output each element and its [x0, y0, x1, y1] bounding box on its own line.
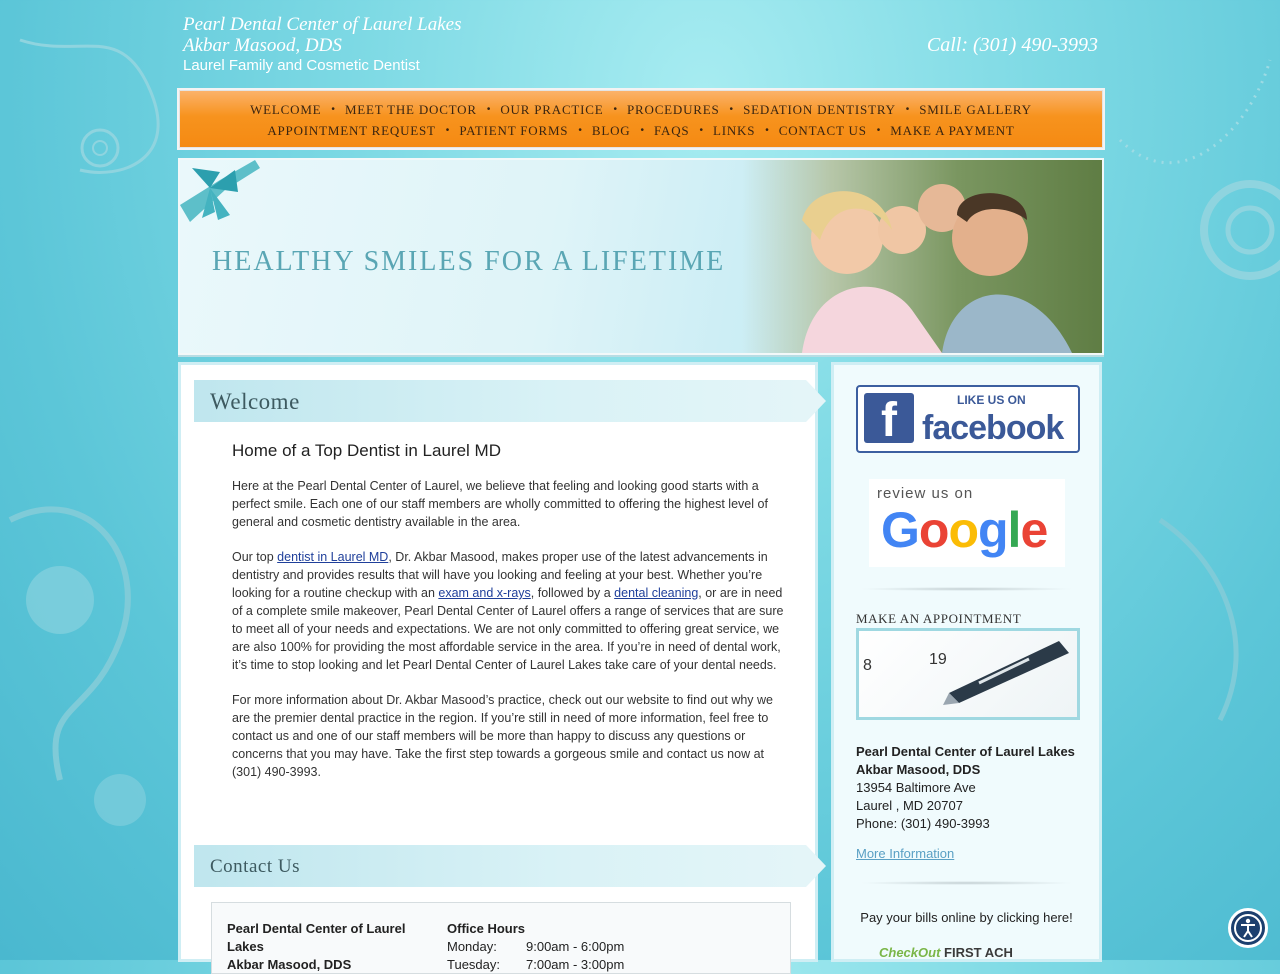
floral-decoration-left: [0, 0, 180, 960]
sidebar: [831, 362, 1102, 962]
family-photo: [742, 160, 1102, 353]
nav-links[interactable]: LINKS: [712, 122, 756, 138]
nav-procedures[interactable]: PROCEDURES: [627, 101, 720, 117]
link-dentist-in-laurel[interactable]: dentist in Laurel MD: [277, 550, 389, 564]
paragraph-1: Here at the Pearl Dental Center of Laurel, we believe that feeling and looking good starts with a perfect smile. Each one of our staff members are wholly committed to offering the highest level of general and cosmetic dentistry available in the area.: [232, 479, 768, 529]
appointment-calendar-image[interactable]: [856, 628, 1080, 720]
article-title: Home of a Top Dentist in Laurel MD: [232, 441, 501, 460]
call-phone[interactable]: Call: (301) 490-3993: [926, 34, 1098, 56]
nav-blog[interactable]: BLOG: [591, 122, 631, 138]
google-review-button[interactable]: [869, 479, 1065, 567]
nav-separator: •: [640, 125, 644, 136]
nav-separator: •: [445, 125, 450, 136]
welcome-heading-bar: [194, 380, 806, 422]
checkout-first-ach-logo[interactable]: [879, 945, 1013, 960]
hours-row: [447, 938, 647, 956]
contact-info-box: [211, 902, 791, 974]
office-address: [856, 743, 1075, 833]
address-name: Pearl Dental Center of Laurel Lakes: [856, 744, 1075, 759]
hours-time: 9:00am - 6:00pm: [526, 939, 625, 954]
facebook-wordmark: facebook: [922, 409, 1064, 447]
main-navigation: [179, 90, 1103, 148]
text-span: , or are in need of a complete smile makeover, Pearl Dental Center of Laurel offers a range of services that are sure to meet all of your needs and expectations. We are not only committed to offering great service, we are also 100% for providing the most affordable service in the area. If you’re in need of dental work, it’s time to stop looking and let Pearl Dental Center of Laurel Lakes take care of your dental needs.: [232, 586, 784, 672]
nav-our-practice[interactable]: OUR PRACTICE: [500, 101, 604, 117]
contact-doctor: Akbar Masood, DDS: [227, 957, 352, 972]
banner-title: HEALTHY SMILES FOR A LIFETIME: [212, 246, 726, 277]
contact-heading-bar: [194, 845, 806, 887]
google-wordmark: Google: [881, 502, 1048, 558]
nav-make-a-payment[interactable]: MAKE A PAYMENT: [890, 122, 1015, 138]
nav-separator: •: [699, 125, 703, 136]
doctor-name: Akbar Masood, DDS: [183, 35, 342, 56]
pen-icon: [859, 631, 1077, 717]
address-phone: Phone: (301) 490-3993: [856, 816, 990, 831]
paragraph-3: For more information about Dr. Akbar Masood’s practice, check out our website to find out why we are the premier dental practice in the region. If you’re still in need of more information, feel free to contact us and one of our staff members will be more than happy to discuss any questions or concerns that you may have. Take the first step towards a gorgeous smile and contact us now at (301) 490-3993.: [232, 693, 774, 779]
nav-separator: •: [486, 104, 491, 115]
nav-separator: •: [331, 104, 335, 115]
more-information-link[interactable]: More Information: [856, 846, 955, 861]
paragraph-2: [232, 548, 787, 674]
site-header: [183, 14, 461, 75]
nav-separator: •: [613, 104, 618, 115]
divider: [859, 881, 1074, 885]
office-hours: [447, 920, 647, 974]
nav-faqs[interactable]: FAQS: [653, 122, 690, 138]
nav-row-1: [180, 99, 1102, 120]
pay-bills-text[interactable]: Pay your bills online by clicking here!: [860, 910, 1073, 925]
main-content: [178, 362, 818, 972]
nav-contact-us[interactable]: CONTACT US: [778, 122, 867, 138]
nav-appointment-request[interactable]: APPOINTMENT REQUEST: [267, 122, 436, 138]
clinic-name[interactable]: Pearl Dental Center of Laurel Lakes: [183, 14, 462, 35]
address-street: 13954 Baltimore Ave: [856, 780, 976, 795]
hours-day: Monday:: [447, 939, 497, 954]
calendar-number: 8: [863, 657, 872, 674]
link-exam-and-xrays[interactable]: exam and x-rays: [438, 586, 531, 600]
address-city: Laurel , MD 20707: [856, 798, 963, 813]
hours-day: Tuesday:: [447, 957, 500, 972]
floral-decoration-right: [1100, 0, 1280, 960]
hero-banner: [178, 158, 1104, 355]
nav-separator: •: [765, 125, 769, 136]
text-span: Our top: [232, 550, 278, 564]
nav-welcome[interactable]: WELCOME: [250, 101, 322, 117]
site-tagline: Laurel Family and Cosmetic Dentist: [183, 57, 420, 74]
appointment-title: MAKE AN APPOINTMENT: [856, 611, 1022, 626]
calendar-number: 19: [929, 651, 947, 668]
contact-name: Pearl Dental Center of Laurel Lakes: [227, 921, 406, 954]
hours-row: [447, 956, 647, 974]
first-ach-text: FIRST ACH: [944, 945, 1013, 960]
nav-sedation-dentistry[interactable]: SEDATION DENTISTRY: [743, 101, 896, 117]
nav-separator: •: [876, 125, 881, 136]
divider: [859, 587, 1074, 591]
google-review-text: review us on: [877, 485, 974, 502]
text-span: , followed by a: [530, 586, 615, 600]
text-span: , Dr. Akbar Masood, makes proper use of the latest advancements in dentistry and provides results that will have you looking and feeling at your best. Whether you’re looking for a routine checkup with an: [232, 550, 768, 600]
nav-separator: •: [578, 125, 582, 136]
contact-address: [227, 920, 417, 974]
ribbon-bow-icon: [180, 160, 260, 230]
checkout-text: CheckOut: [879, 945, 941, 960]
address-doctor: Akbar Masood, DDS: [856, 762, 981, 777]
nav-separator: •: [729, 104, 734, 115]
welcome-article: [232, 441, 787, 781]
welcome-heading: Welcome: [210, 389, 300, 414]
link-dental-cleaning[interactable]: dental cleaning: [614, 586, 699, 600]
nav-row-2: [180, 120, 1102, 141]
accessibility-icon: [1231, 911, 1265, 945]
hours-time: 7:00am - 3:00pm: [526, 957, 625, 972]
office-hours-label: Office Hours: [447, 921, 526, 936]
nav-meet-the-doctor[interactable]: MEET THE DOCTOR: [344, 101, 477, 117]
nav-separator: •: [905, 104, 910, 115]
facebook-icon: f: [864, 393, 914, 443]
nav-smile-gallery[interactable]: SMILE GALLERY: [919, 101, 1032, 117]
facebook-like-text: LIKE US ON: [957, 393, 1026, 407]
contact-heading: Contact Us: [210, 856, 300, 877]
facebook-like-button[interactable]: [856, 385, 1080, 453]
accessibility-button[interactable]: [1228, 908, 1268, 948]
nav-patient-forms[interactable]: PATIENT FORMS: [459, 122, 569, 138]
